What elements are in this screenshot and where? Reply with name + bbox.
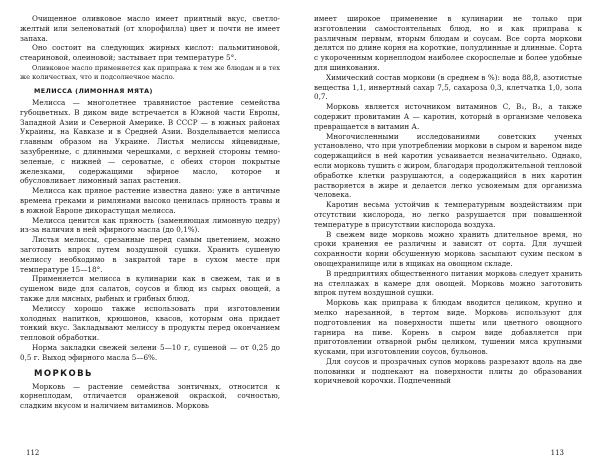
paragraph: Морковь является источником витаминов С, В₁, В₂, а также содержит провитамин А — каротин, который в организме человека превращается в витамин А.	[314, 102, 582, 131]
paragraph: В свежем виде морковь можно хранить длительное время, но сроки хранения ее различны и зависят от сорта. Для лучшей сохранности корни обсушенную морковь засыпают сухим песком в овощехранилище или в ящиках на овощном складе.	[314, 229, 582, 268]
paragraph: Мелисса — многолетнее травянистое растение семейства губоцветных. В диком виде встречается в Южной части Европы, Западной Азии и Северной Америке. В СССР — в южных районах Украины, на Кавказе и в Средней Азии. Возделывается мелисса главным образом на Украине. Листья мелиссы яйцевидные, зазубренные, с длинными черешками, с верхней стороны темно-зеленые, с нижней — сероватые, с обеих сторон покрытые железками, содержащими эфирное масло, которое и обусловливает лимонный запах растения.	[20, 97, 280, 186]
paragraph: Морковь — растение семейства зонтичных, относится к корнеплодам, отличается оранжевой окраской, сочностью, сладким вкусом и наличием витаминов. Морковь	[20, 381, 280, 411]
paragraph: имеет широкое применение в кулинарии не только при изготовлении самостоятельных блюд, но и как приправа к различным первым, вторым блюдам и соусам. Все сорта моркови делятся по длине корня на короткие, полудлинные и длинные. Сорта с укороченным корнеплодом наиболее скороспелые и более удобные для шинкования.	[314, 14, 582, 72]
left-column	[20, 14, 280, 411]
paragraph: Оливковое масло применяется как приправа к тем же блюдам и в тех же количествах, что и подсолнечное масло.	[20, 63, 280, 81]
right-page	[300, 0, 590, 467]
page-number-right: 113	[550, 449, 564, 457]
paragraph: Морковь как приправа к блюдам вводится целиком, крупно и мелко нарезанной, в тертом виде. Морковь используют для подготовления на поверхности пшеты или цветного овощного гарнира на пиве. Корень в сыром виде добавляется при приготовлении отварной рыбы целиком, тушении мяса крупными кусками, при изготовлении соусов, бульонов.	[314, 298, 582, 357]
paragraph: В предприятиях общественного питания морковь следует хранить на стеллажах в камере для овощей. Морковь можно заготовить впрок путем воздушной сушки.	[314, 268, 582, 298]
paragraph: Листья мелиссы, срезанные перед самым цветением, можно заготовить впрок путем воздушной сушки. Хранить сушеную мелиссу необходимо в закрытой таре в сухом месте при температуре 15—18°.	[20, 235, 280, 274]
paragraph: Мелисса как пряное растение известна давно: уже в античные времена греками и римлянами высоко ценилась пряность травы и в южной Европе дикорастущая мелисса.	[20, 186, 280, 215]
paragraph: Многочисленными исследованиями советских ученых установлено, что при употреблении моркови в сыром и вареном виде содержащийся в ней каротин усваивается незначительно. Однако, если морковь тушить с жиром, благодаря продолжительной тепловой обработке клетки разрушаются, а содержащийся в них каротин растворяется в жире и делается легко усвояемым для организма человека.	[314, 131, 582, 200]
section-heading-morkov: МОРКОВЬ	[34, 368, 93, 379]
paragraph: Каротин весьма устойчив к температурным воздействиям при отсутствии кислорода, но легко разрушается при повышенной температуре в присутствии кислорода воздуха.	[314, 200, 582, 229]
paragraph: Применяется мелисса в кулинарии как в свежем, так и в сушеном виде для салатов, соусов и блюд из сырых овощей, а также для мясных, рыбных и грибных блюд.	[20, 274, 280, 303]
paragraph: Для соусов и прозрачных супов морковь разрезают вдоль на две половинки и подпекают на поверхности плиты до образования коричневой корочки. Подпеченный	[314, 356, 582, 386]
section-heading-melissa: МЕЛИССА (ЛИМОННАЯ МЯТА)	[34, 86, 153, 95]
page-number-left: 112	[26, 449, 40, 457]
paragraph: Оно состоит на следующих жирных кислот: пальмитиновой, стеариновой, олеиновой; застывает при температуре 5°.	[20, 43, 280, 63]
paragraph: Химический состав моркови (в среднем в %): вода 88,8, азотистые вещества 1,1, инвертный сахар 7,5, сахароза 0,3, клетчатка 1,0, зола 0,7.	[314, 72, 582, 102]
right-column	[314, 14, 582, 386]
paragraph: Мелиссу хорошо также использовать при изготовлении холодных напитков, крюшонов, квасов, которым она придает тонкий вкус. Закладывают мелиссу в продукты перед окончанием тепловой обработки.	[20, 303, 280, 343]
paragraph: Норма закладки свежей зелени 5—10 г, сушеной — от 0,25 до 0,5 г. Выход эфирного масла 5—6%.	[20, 342, 280, 362]
paragraph: Мелисса ценится как пряность (заменяющая лимонную цедру) из-за наличия в ней эфирного масла (до 0,1%).	[20, 215, 280, 235]
left-page	[0, 0, 290, 467]
paragraph: Очищенное оливковое масло имеет приятный вкус, светло-желтый или зеленоватый (от хлорофилла) цвет и почти не имеет запаха.	[20, 14, 280, 43]
